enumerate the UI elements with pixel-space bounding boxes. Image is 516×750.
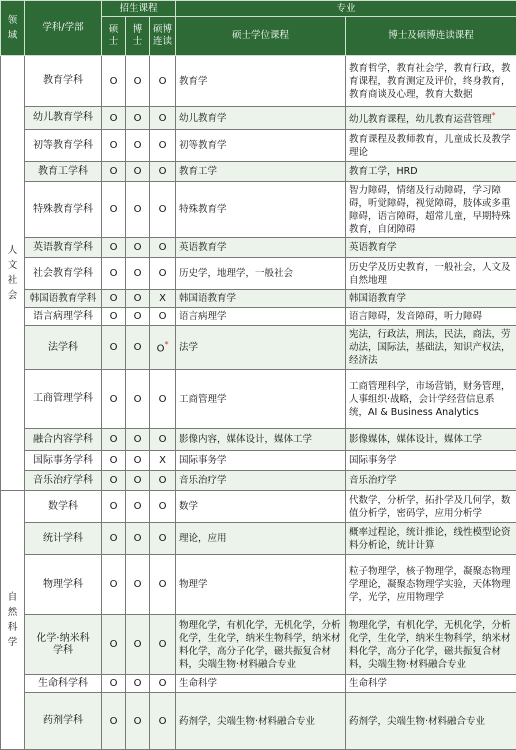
doctor-mark: O [126,615,150,675]
dept-name: 教育工学科 [25,162,102,182]
combined-mark: O [150,675,176,693]
doctor-mark: O [126,290,150,308]
header-phd-courses: 博士及硕博连读课程 [346,17,516,56]
dept-name: 融合内容学科 [25,429,102,451]
master-courses: 影像内容，媒体设计，媒体工学 [176,429,346,451]
master-courses: 数学 [176,491,346,523]
dept-name: 物理学科 [25,555,102,615]
phd-courses: 药剂学，尖端生物·材料融合专业 [346,693,516,750]
combined-mark: X [150,290,176,308]
combined-mark: O [150,308,176,326]
dept-name: 生命科学科 [25,675,102,693]
master-mark: O [102,308,126,326]
master-mark: O [102,615,126,675]
header-combined: 硕博连读 [150,17,176,56]
master-courses: 韩国语教育学 [176,290,346,308]
master-mark: O [102,258,126,290]
doctor-mark: O [126,162,150,182]
combined-mark: O [150,471,176,491]
combined-mark: O [150,693,176,750]
doctor-mark: O [126,238,150,258]
doctor-mark: O [126,326,150,370]
master-courses: 教育工学 [176,162,346,182]
combined-mark: O [150,429,176,451]
dept-name: 特殊教育学科 [25,182,102,238]
dept-name: 药剂学科 [25,693,102,750]
phd-courses: 历史学及历史教育，一般社会，人文及自然地理 [346,258,516,290]
master-courses: 法学 [176,326,346,370]
master-mark: O [102,56,126,107]
master-courses: 历史学，地理学，一般社会 [176,258,346,290]
combined-mark: O [150,182,176,238]
master-mark: O [102,429,126,451]
phd-courses: 韩国语教育学 [346,290,516,308]
combined-mark: O [150,162,176,182]
master-courses: 初等教育学 [176,130,346,162]
master-courses: 语言病理学 [176,308,346,326]
doctor-mark: O [126,308,150,326]
dept-name: 语言病理学科 [25,308,102,326]
phd-courses: 工商管理科学，市场营销，财务管理，人事组织·战略，会计学经营信息系统，AI & Business Analytics [346,370,516,429]
master-courses: 理论，应用 [176,523,346,555]
master-courses: 生命科学 [176,675,346,693]
combined-mark: O [150,615,176,675]
phd-courses: 教育工学，HRD [346,162,516,182]
doctor-mark: O [126,56,150,107]
dept-name: 韩国语教育学科 [25,290,102,308]
master-courses: 工商管理学 [176,370,346,429]
phd-courses: 幼儿教育课程，幼儿教育运营管理 * [346,107,516,130]
master-courses: 物理化学，有机化学，无机化学，分析化学，生化学，纳米生物科学，纳米材料化学，高分子化学，磁共振复合材料，尖端生物·材料融合专业 [176,615,346,675]
master-mark: O [102,162,126,182]
master-mark: O [102,451,126,471]
master-mark: O [102,370,126,429]
header-master: 硕士 [102,17,126,56]
combined-mark: O [150,491,176,523]
master-courses: 特殊教育学 [176,182,346,238]
master-courses: 国际事务学 [176,451,346,471]
master-mark: O [102,130,126,162]
phd-courses: 宪法，行政法，刑法，民法，商法，劳动法，国际法，基础法，知识产权法，经济法 [346,326,516,370]
header-dept: 学科/学部 [25,1,102,56]
master-mark: O [102,693,126,750]
phd-courses: 概率过程论，统计推论，线性模型论资料分析论，统计计算 [346,523,516,555]
master-mark: O [102,555,126,615]
master-mark: O [102,491,126,523]
combined-mark: O [150,130,176,162]
master-courses: 幼儿教育学 [176,107,346,130]
combined-mark: O * [150,326,176,370]
doctor-mark: O [126,523,150,555]
dept-name: 幼儿教育学科 [25,107,102,130]
doctor-mark: O [126,555,150,615]
combined-mark: O [150,107,176,130]
phd-courses: 智力障碍，情绪及行动障碍，学习障碍，听觉障碍，视觉障碍，肢体或多重障碍，语言障碍，超常儿童，早期特殊教育，自闭障碍 [346,182,516,238]
dept-name: 教育学科 [25,56,102,107]
doctor-mark: O [126,675,150,693]
phd-courses: 语言障碍，发音障碍，听力障碍 [346,308,516,326]
combined-mark: O [150,56,176,107]
doctor-mark: O [126,182,150,238]
combined-mark: X [150,451,176,471]
header-master-courses: 硕士学位课程 [176,17,346,56]
master-mark: O [102,326,126,370]
doctor-mark: O [126,693,150,750]
phd-courses: 教育课程及教师教育，儿童成长及教学理论 [346,130,516,162]
dept-name: 英语教育学科 [25,238,102,258]
field-humanities: 人文社会 [1,56,25,491]
doctor-mark: O [126,451,150,471]
master-mark: O [102,523,126,555]
combined-mark: O [150,523,176,555]
master-courses: 英语教育学 [176,238,346,258]
master-courses: 药剂学，尖端生物·材料融合专业 [176,693,346,750]
combined-mark: O [150,555,176,615]
phd-courses: 代数学，分析学，拓扑学及几何学，数值分析学，密码学，应用分析学 [346,491,516,523]
dept-name: 统计学科 [25,523,102,555]
master-mark: O [102,182,126,238]
dept-name: 音乐治疗学科 [25,471,102,491]
doctor-mark: O [126,429,150,451]
dept-name: 数学科 [25,491,102,523]
master-mark: O [102,471,126,491]
doctor-mark: O [126,258,150,290]
doctor-mark: O [126,107,150,130]
dept-name: 社会教育学科 [25,258,102,290]
master-mark: O [102,675,126,693]
master-courses: 音乐治疗学 [176,471,346,491]
phd-courses: 英语教育学 [346,238,516,258]
master-mark: O [102,107,126,130]
field-science: 自然科学 [1,491,25,750]
dept-name: 化学·纳米科学科 [25,615,102,675]
phd-courses: 粒子物理学，核子物理学，凝聚态物理学理论，凝聚态物理学实验，天体物理学，光学，应用物理学 [346,555,516,615]
doctor-mark: O [126,491,150,523]
combined-mark: O [150,238,176,258]
combined-mark: O [150,258,176,290]
dept-name: 工商管理学科 [25,370,102,429]
doctor-mark: O [126,370,150,429]
phd-courses: 音乐治疗学 [346,471,516,491]
header-field: 领域 [1,1,25,56]
phd-courses: 物理化学，有机化学，无机化学，分析化学，生化学，纳米生物科学，纳米材料化学，高分子化学，磁共振复合材料，尖端生物·材料融合专业 [346,615,516,675]
phd-courses: 生命科学 [346,675,516,693]
dept-name: 初等教育学科 [25,130,102,162]
header-admission: 招生课程 [102,1,176,17]
master-courses: 物理学 [176,555,346,615]
header-doctor: 博士 [126,17,150,56]
phd-courses: 影像媒体，媒体设计，媒体工学 [346,429,516,451]
phd-courses: 国际事务学 [346,451,516,471]
master-mark: O [102,290,126,308]
header-major: 专业 [176,1,516,17]
phd-courses: 教育哲学，教育社会学，教育行政，教育课程，教育测定及评价，终身教育，教育商谈及心理，教育大数据 [346,56,516,107]
doctor-mark: O [126,130,150,162]
dept-name: 国际事务学科 [25,451,102,471]
master-mark: O [102,238,126,258]
master-courses: 教育学 [176,56,346,107]
dept-name: 法学科 [25,326,102,370]
combined-mark: O [150,370,176,429]
doctor-mark: O [126,471,150,491]
